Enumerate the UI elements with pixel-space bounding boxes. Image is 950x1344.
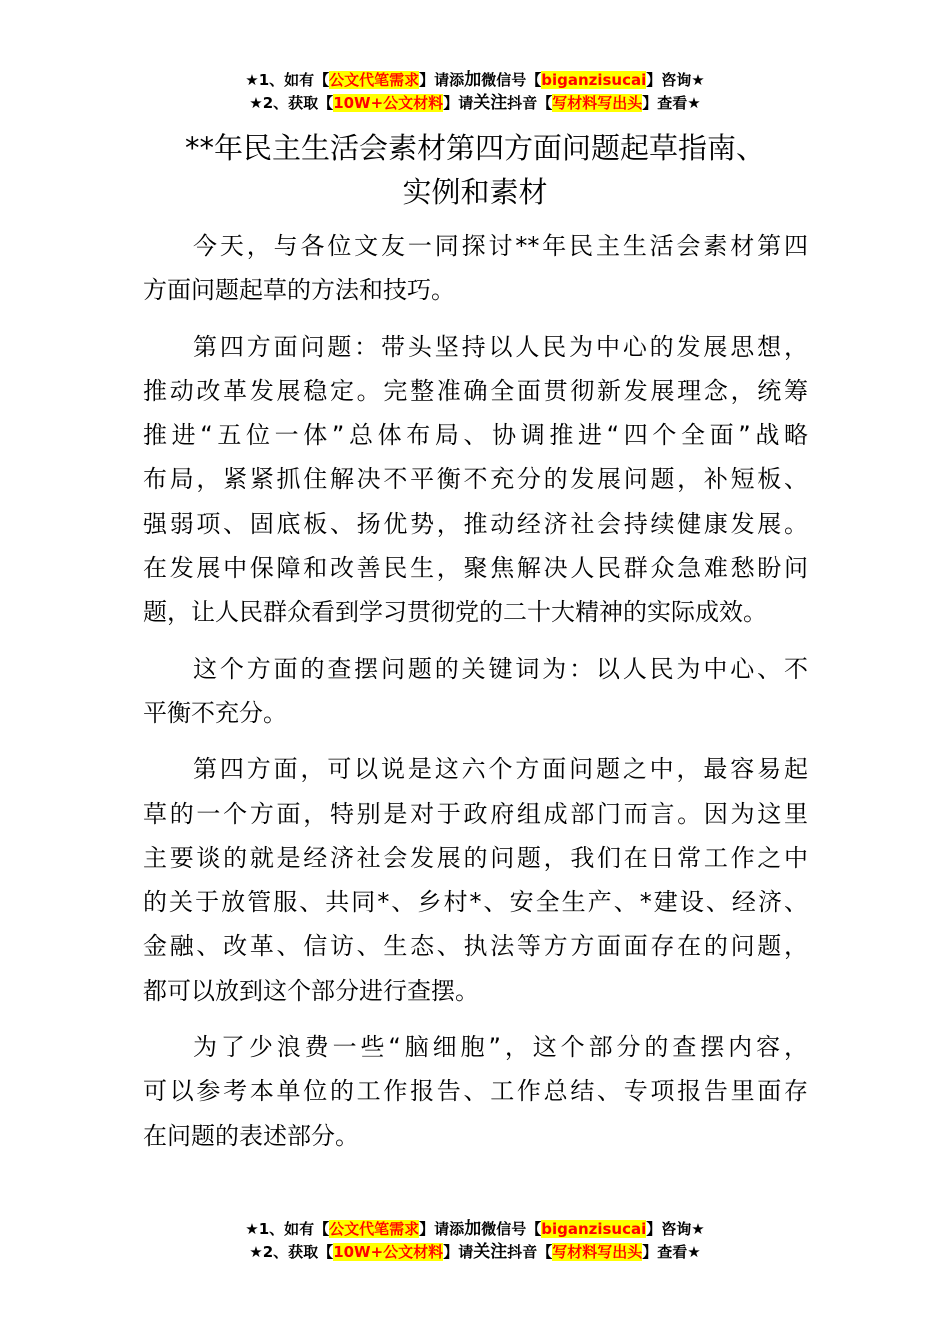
paragraph-line: 在问题的表述部分。 — [143, 1121, 359, 1150]
banner-line-2 — [0, 92, 950, 115]
highlight-wechat-id: biganzisucai — [541, 71, 647, 89]
paragraph-line: 的关于放管服、共同*、乡村*、安全生产、*建设、经济、 — [143, 888, 808, 917]
paragraph-easiest-aspect — [143, 747, 808, 1013]
banner-text: 】查看★ — [642, 94, 701, 112]
highlight-wechat-id: biganzisucai — [541, 1220, 647, 1238]
paragraph-line: 主要谈的就是经济社会发展的问题，我们在日常工作之中 — [143, 843, 808, 872]
paragraph-line: 草的一个方面，特别是对于政府组成部门而言。因为这里 — [143, 799, 808, 828]
paragraph-line: 第四方面问题：带头坚持以人民为中心的发展思想， — [193, 332, 808, 361]
banner-text: 】请 — [443, 1243, 474, 1261]
banner-text: ★1、如有【 — [245, 1220, 330, 1238]
paragraph-line: 强弱项、固底板、扬优势，推动经济社会持续健康发展。 — [143, 509, 808, 538]
paragraph-line: 都可以放到这个部分进行查摆。 — [143, 976, 479, 1005]
highlight-materials: 10W+公文材料 — [333, 94, 444, 112]
banner-text: 】查看★ — [642, 1243, 701, 1261]
banner-line-1 — [0, 1218, 950, 1241]
banner-text: 】请添 — [419, 71, 465, 89]
highlight-service: 公文代笔需求 — [329, 1220, 420, 1238]
paragraph-line: 平衡不充分。 — [143, 698, 287, 727]
document-body — [143, 224, 808, 1170]
paragraph-line: 第四方面，可以说是这六个方面问题之中，最容易起 — [193, 755, 808, 784]
highlight-douyin-account: 写材料写出头 — [552, 1243, 643, 1261]
banner-emphasis: 关注 — [473, 93, 508, 113]
banner-text: 】请 — [443, 94, 474, 112]
paragraph-line: 金融、改革、信访、生态、执法等方方面面存在的问题， — [143, 932, 808, 961]
header-banner — [0, 69, 950, 115]
paragraph-fourth-aspect — [143, 325, 808, 635]
paragraph-reference-tip — [143, 1025, 808, 1158]
paragraph-line: 今天，与各位文友一同探讨**年民主生活会素材第四 — [193, 232, 808, 260]
paragraph-line: 布局，紧紧抓住解决不平衡不充分的发展问题，补短板、 — [143, 465, 808, 494]
footer-banner — [0, 1218, 950, 1264]
banner-line-1 — [0, 69, 950, 92]
banner-text: ★1、如有【 — [245, 71, 330, 89]
title-line: **年民主生活会素材第四方面问题起草指南、 — [184, 131, 765, 165]
banner-emphasis: 加 — [464, 70, 482, 90]
paragraph-line: 题，让人民群众看到学习贯彻党的二十大精神的实际成效。 — [143, 598, 767, 627]
paragraph-line: 这个方面的查摆问题的关键词为：以人民为中心、不 — [193, 654, 808, 683]
paragraph-line: 推动改革发展稳定。完整准确全面贯彻新发展理念，统筹 — [143, 376, 808, 405]
banner-text: 】请添 — [419, 1220, 465, 1238]
highlight-materials: 10W+公文材料 — [333, 1243, 444, 1261]
paragraph-line: 在发展中保障和改善民生，聚焦解决人民群众急难愁盼问 — [143, 554, 808, 583]
highlight-service: 公文代笔需求 — [329, 71, 420, 89]
banner-text: 抖音【 — [507, 1243, 553, 1261]
banner-text: 抖音【 — [507, 94, 553, 112]
paragraph-keywords — [143, 647, 808, 736]
banner-text: ★2、获取【 — [249, 94, 334, 112]
banner-line-2 — [0, 1241, 950, 1264]
banner-text: 】咨询★ — [646, 1220, 705, 1238]
document-title — [120, 126, 830, 214]
title-line: 实例和素材 — [402, 175, 548, 209]
paragraph-line: 可以参考本单位的工作报告、工作总结、专项报告里面存 — [143, 1077, 808, 1106]
paragraph-line: 方面问题起草的方法和技巧。 — [143, 276, 455, 305]
banner-text: 微信号【 — [481, 1220, 542, 1238]
paragraph-line: 为了少浪费一些“脑细胞”，这个部分的查摆内容， — [193, 1033, 808, 1062]
highlight-douyin-account: 写材料写出头 — [552, 94, 643, 112]
banner-emphasis: 关注 — [473, 1242, 508, 1262]
banner-emphasis: 加 — [464, 1219, 482, 1239]
paragraph-intro — [143, 224, 808, 313]
banner-text: 】咨询★ — [646, 71, 705, 89]
banner-text: ★2、获取【 — [249, 1243, 334, 1261]
banner-text: 微信号【 — [481, 71, 542, 89]
paragraph-line: 推进“五位一体”总体布局、协调推进“四个全面”战略 — [143, 421, 808, 450]
